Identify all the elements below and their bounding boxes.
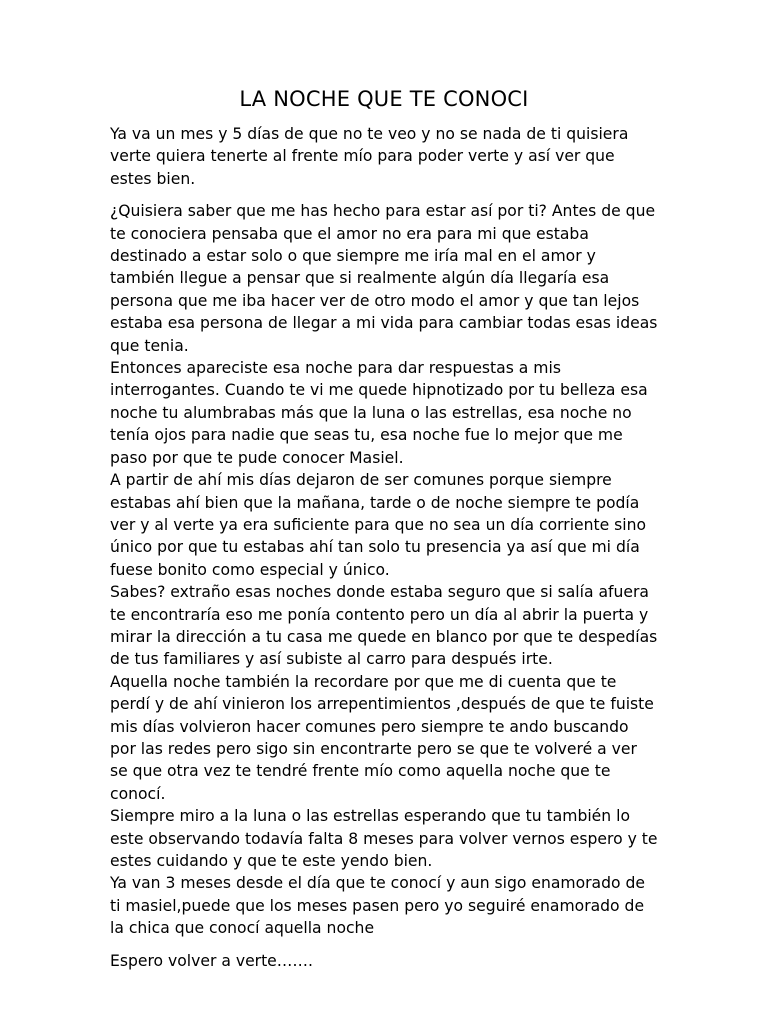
paragraph-4: A partir de ahí mis días dejaron de ser comunes porque siempre estabas ahí bien que la mañana, tarde o de noche siempre te podía ver y al verte ya era suficiente para que no sea un día corriente sino único por que tu estabas ahí tan solo tu presencia ya así que mi día fuese bonito como especial y único. xyxy=(110,471,647,579)
closing-line: Espero volver a verte……. xyxy=(110,951,313,970)
paragraph-7: Siempre miro a la luna o las estrellas esperando que tu también lo este observando todavía falta 8 meses para volver vernos espero y te estes cuidando y que te este yendo bien. xyxy=(110,807,658,870)
paragraph-6: Aquella noche también la recordare por que me di cuenta que te perdí y de ahí vinieron los arrepentimientos ,después de que te fuiste mis días volvieron hacer comunes pero siempre te ando buscando por las redes pero sigo sin encontrarte pero se que te volveré a ver se que otra vez te tendré frente mío como aquella noche que te conocí. xyxy=(110,672,654,803)
document-title: LA NOCHE QUE TE CONOCI xyxy=(239,87,529,111)
document-body xyxy=(110,123,658,972)
paragraph-8: Ya van 3 meses desde el día que te conocí y aun sigo enamorado de ti masiel,puede que los meses pasen pero yo seguiré enamorado de la chica que conocí aquella noche xyxy=(110,874,645,938)
paragraph-3: Entonces apareciste esa noche para dar respuestas a mis interrogantes. Cuando te vi me quede hipnotizado por tu belleza esa noche tu alumbrabas más que la luna o las estrellas, esa noche no tenía ojos para nadie que seas tu, esa noche fue lo mejor que me paso por que te pude conocer Masiel. xyxy=(110,359,648,467)
paragraph-2: ¿Quisiera saber que me has hecho para estar así por ti? Antes de que te conociera pensaba que el amor no era para mi que estaba destinado a estar solo o que siempre me iría mal en el amor y también llegue a pensar que si realmente algún día llegaría esa persona que me iba hacer ver de otro modo el amor y que tan lejos estaba esa persona de llegar a mi vida para cambiar todas esas ideas que tenia. xyxy=(110,202,658,355)
paragraph-1: Ya va un mes y 5 días de que no te veo y no se nada de ti quisiera verte quiera tenerte al frente mío para poder verte y así ver que estes bien. xyxy=(110,125,629,188)
paragraph-5: Sabes? extraño esas noches donde estaba seguro que si salía afuera te encontraría eso me ponía contento pero un día al abrir la puerta y mirar la dirección a tu casa me quede en blanco por que te despedías de tus familiares y así subiste al carro para después irte. xyxy=(110,583,658,669)
